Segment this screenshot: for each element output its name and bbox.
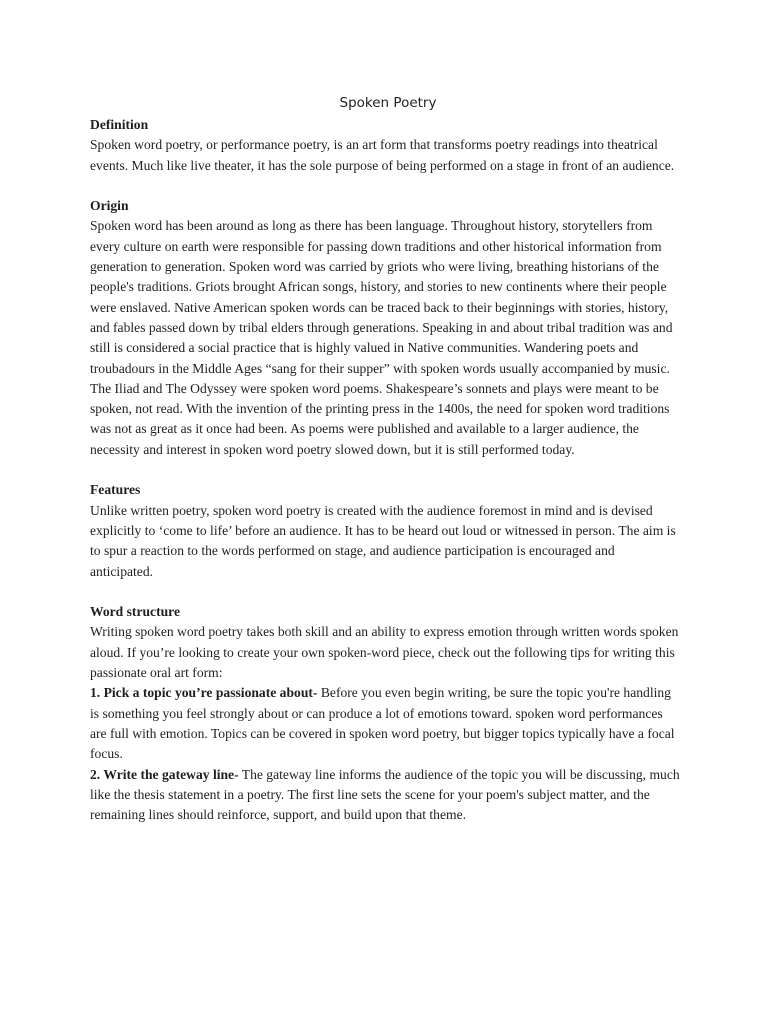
section-origin bbox=[90, 196, 680, 460]
paragraph-gap bbox=[90, 582, 680, 602]
section-body-origin: Spoken word has been around as long as there has been language. Throughout history, storytellers from every culture on earth were responsible for passing down traditions and other historical information from generation to generation. Spoken word was carried by griots who were living, breathing historians of the people's traditions. Griots brought African songs, history, and stories to new continents where their people were enslaved. Native American spoken words can be traced back to their beginnings with stories, history, and fables passed down by tribal elders through generations. Speaking in and about tribal tradition was and still is considered a social practice that is highly valued in Native communities. Wandering poets and troubadours in the Middle Ages “sang for their supper” with spoken words usually accompanied by music. The Iliad and The Odyssey were spoken word poems. Shakespeare’s sonnets and plays were meant to be spoken, not read. With the invention of the printing press in the 1400s, the need for spoken word traditions was not as great as it once had been. As poems were published and available to a larger audience, the necessity and interest in spoken word poetry slowed down, but it is still performed today. bbox=[90, 218, 673, 457]
section-word-structure bbox=[90, 602, 680, 825]
document-title: Spoken Poetry bbox=[339, 95, 437, 111]
section-heading-definition: Definition bbox=[90, 117, 149, 132]
section-definition bbox=[90, 115, 680, 176]
section-body-definition: Spoken word poetry, or performance poetry, is an art form that transforms poetry readings into theatrical events. Much like live theater, it has the sole purpose of being performed on a stage in front of an audience. bbox=[90, 137, 675, 173]
section-body-features: Unlike written poetry, spoken word poetry is created with the audience foremost in mind and is devised explicitly to ‘come to life’ before an audience. It has to be heard out loud or witnessed in person. The aim is to spur a reaction to the words performed on stage, and audience participation is encouraged and anticipated. bbox=[90, 502, 676, 579]
section-heading-origin: Origin bbox=[90, 198, 129, 214]
paragraph-gap bbox=[90, 176, 680, 196]
document-page bbox=[90, 92, 680, 825]
tip-text-1: Before you even begin writing, be sure the topic you're handling is something you feel strongly about or can produce a lot of emotions toward. spoken word performances are full with emotion. Topics can be covered in spoken word poetry, but bigger topics typically have a focal focus. bbox=[90, 685, 675, 762]
section-heading-features: Features bbox=[90, 482, 141, 498]
tip-text-2: The gateway line informs the audience of the topic you will be discussing, much like the thesis statement in a poetry. The first line sets the scene for your poem's subject matter, and the remaining lines should reinforce, support, and build upon that theme. bbox=[90, 766, 680, 823]
section-intro-word-structure: Writing spoken word poetry takes both skill and an ability to express emotion through written words spoken aloud. If you’re looking to create your own spoken-word piece, check out the following tips for writing this passionate oral art form: bbox=[90, 624, 679, 681]
section-heading-word-structure: Word structure bbox=[90, 604, 180, 620]
tip-label-1: 1. Pick a topic you’re passionate about- bbox=[90, 685, 318, 701]
section-features bbox=[90, 480, 680, 581]
tip-item-2 bbox=[90, 765, 680, 826]
tip-item-1 bbox=[90, 683, 680, 764]
paragraph-gap bbox=[90, 460, 680, 480]
tip-label-2: 2. Write the gateway line- bbox=[90, 766, 239, 782]
